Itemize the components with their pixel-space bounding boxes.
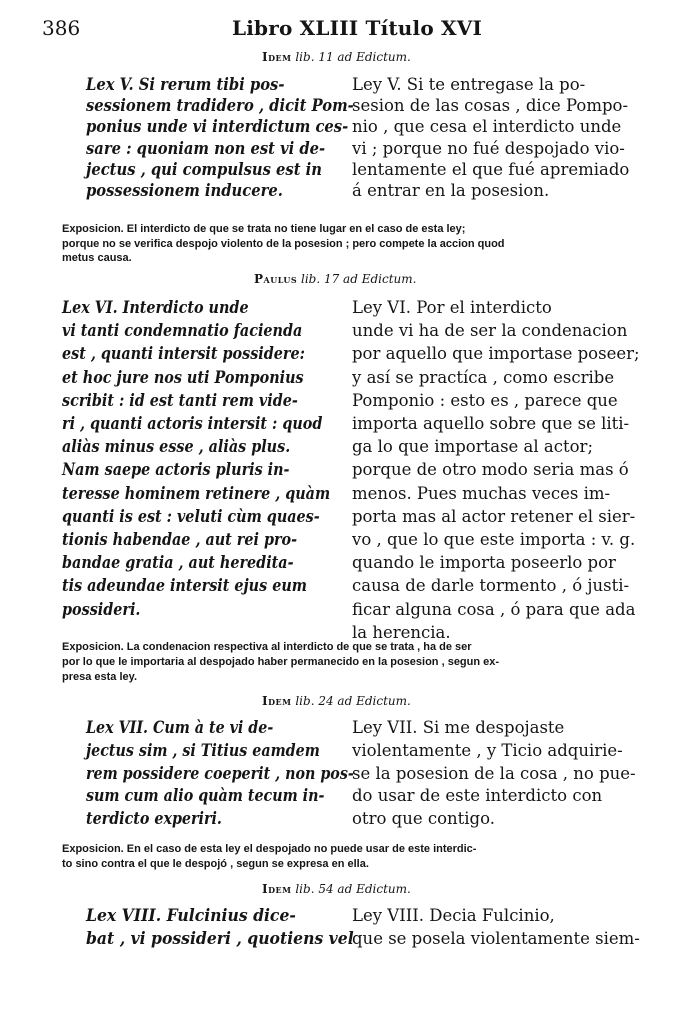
running-title: Libro XLIII Título XVI xyxy=(232,16,483,40)
spanish-line: se la posesion de la cosa , no pue- xyxy=(352,763,636,783)
exposition-line: Exposicion. El interdicto de que se trata no tiene lugar en el caso de esta ley; xyxy=(62,223,466,235)
spanish-line: vo , que lo que este importa : v. g. xyxy=(352,530,636,550)
latin-line: bandae gratia , aut heredita- xyxy=(62,553,294,573)
latin-line: possideri. xyxy=(62,599,141,619)
latin-line: Lex VII. Cum à te vi de- xyxy=(86,718,274,737)
latin-line: Lex VI. Interdicto unde xyxy=(62,298,249,317)
latin-line: rem possidere coeperit , non pos- xyxy=(86,763,354,783)
latin-line: Lex V. Si rerum tibi pos- xyxy=(86,75,285,94)
latin-line: teresse hominem retinere , quàm xyxy=(62,483,331,503)
spanish-line: y así se practíca , como escribe xyxy=(352,367,615,387)
spanish-line: sesion de las cosas , dice Pompo- xyxy=(352,96,629,116)
latin-line: est , quanti intersit possidere: xyxy=(62,344,305,364)
spanish-line: violentamente , y Ticio adquirie- xyxy=(352,740,623,760)
exposition-lex-vi xyxy=(62,640,499,685)
exposition-lex-v xyxy=(62,222,505,266)
spanish-line: Pomponio : esto es , parece que xyxy=(352,390,618,410)
spanish-text-ley-v xyxy=(352,74,629,201)
spanish-line: otro que contigo. xyxy=(352,809,495,829)
latin-line: terdicto experiri. xyxy=(86,809,222,829)
spanish-text-ley-vi xyxy=(352,296,640,644)
latin-line: Nam saepe actoris pluris in- xyxy=(62,460,290,480)
latin-line: jectus , qui compulsus est in xyxy=(86,159,322,179)
latin-text-lex-vii xyxy=(86,717,396,831)
latin-text-lex-vi xyxy=(62,296,370,621)
spanish-text-ley-viii xyxy=(352,905,640,951)
latin-line: vi tanti condemnatio facienda xyxy=(62,321,303,341)
latin-line: bat , vi possideri , quotiens vel xyxy=(86,928,354,948)
spanish-line: porque de otro modo seria mas ó xyxy=(352,460,629,480)
latin-line: tionis habendae , aut rei pro- xyxy=(62,530,298,550)
latin-line: scribit : id est tanti rem vide- xyxy=(62,390,298,410)
spanish-line: porta mas al actor retener el sier- xyxy=(352,506,636,526)
latin-text-lex-v xyxy=(86,74,386,201)
spanish-line: Ley VII. Si me despojaste xyxy=(352,718,565,737)
spanish-line: por aquello que importase poseer; xyxy=(352,344,640,364)
source-citation: Idem lib. 54 ad Edictum. xyxy=(262,882,411,896)
spanish-line: do usar de este interdicto con xyxy=(352,786,603,806)
spanish-line: quando le importa poseerlo por xyxy=(352,553,616,573)
exposition-line: por lo que le importaria al despojado haber permanecido en la posesion , segun ex- xyxy=(62,656,500,668)
latin-line: sessionem tradidero , dicit Pom- xyxy=(86,96,354,116)
latin-text-lex-viii xyxy=(86,905,369,951)
spanish-line: causa de darle tormento , ó justi- xyxy=(352,576,630,596)
spanish-line: la herencia. xyxy=(352,622,451,642)
spanish-line: menos. Pues muchas veces im- xyxy=(352,483,611,503)
spanish-line: importa aquello sobre que se liti- xyxy=(352,414,630,434)
exposition-line: to sino contra el que le despojó , segun se expresa en ella. xyxy=(62,858,369,870)
spanish-text-ley-vii xyxy=(352,717,636,831)
latin-line: et hoc jure nos uti Pomponius xyxy=(62,367,304,387)
latin-line: tis adeundae intersit ejus eum xyxy=(62,576,307,596)
spanish-line: Ley V. Si te entregase la po- xyxy=(352,75,586,94)
spanish-line: Ley VI. Por el interdicto xyxy=(352,298,552,317)
latin-line: quanti is est : veluti cùm quaes- xyxy=(62,506,320,526)
latin-line: possessionem inducere. xyxy=(86,181,283,201)
exposition-line: Exposicion. La condenacion respectiva al interdicto de que se trata , ha de ser xyxy=(62,641,472,653)
source-citation: Idem lib. 24 ad Edictum. xyxy=(262,694,411,708)
spanish-line: que se posela violentamente siem- xyxy=(352,928,640,948)
spanish-line: á entrar en la posesion. xyxy=(352,181,550,201)
latin-line: jectus sim , si Titius eamdem xyxy=(86,740,320,760)
exposition-line: metus causa. xyxy=(62,252,132,264)
latin-line: Lex VIII. Fulcinius dice- xyxy=(86,906,296,925)
spanish-line: ficar alguna cosa , ó para que ada xyxy=(352,599,636,619)
spanish-line: nio , que cesa el interdicto unde xyxy=(352,117,622,137)
exposition-lex-vii xyxy=(62,842,476,872)
exposition-line: presa esta ley. xyxy=(62,671,138,683)
exposition-line: Exposicion. En el caso de esta ley el despojado no puede usar de este interdic- xyxy=(62,843,477,855)
latin-line: sum cum alio quàm tecum in- xyxy=(86,786,325,806)
spanish-line: ga lo que importase al actor; xyxy=(352,437,593,457)
source-citation: Idem lib. 11 ad Edictum. xyxy=(262,50,411,64)
latin-line: sare : quoniam non est vi de- xyxy=(86,138,326,158)
exposition-line: porque no se verifica despojo violento de la posesion ; pero compete la accion quod xyxy=(62,237,505,250)
page-number: 386 xyxy=(42,16,81,40)
spanish-line: vi ; porque no fué despojado vio- xyxy=(352,138,625,158)
spanish-line: unde vi ha de ser la condenacion xyxy=(352,321,628,341)
latin-line: aliàs minus esse , aliàs plus. xyxy=(62,437,291,457)
latin-line: ri , quanti actoris intersit : quod xyxy=(62,414,323,434)
source-citation: Paulus lib. 17 ad Edictum. xyxy=(254,272,417,286)
spanish-line: Ley VIII. Decia Fulcinio, xyxy=(352,906,555,925)
latin-line: ponius unde vi interdictum ces- xyxy=(86,117,349,137)
spanish-line: lentamente el que fué apremiado xyxy=(352,159,630,179)
